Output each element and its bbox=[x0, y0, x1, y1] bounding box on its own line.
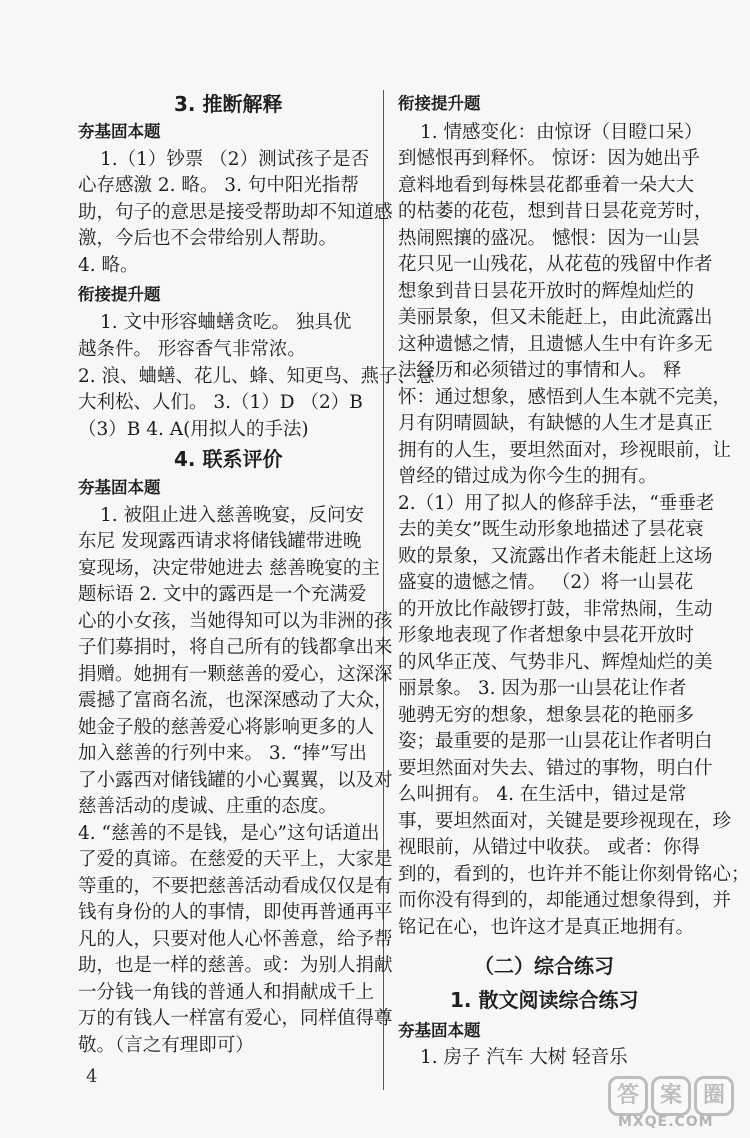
text-line: 大利松、人们。 3.（1）D （2）B bbox=[78, 392, 363, 413]
watermark-char: 案 bbox=[651, 1076, 691, 1116]
text-line: 了爱的真谛。在慈爱的天平上，大家是 bbox=[78, 849, 393, 870]
text-line: 到的，看到的，也许并不能让你刻骨铭心； bbox=[398, 864, 750, 885]
text-line: 想象到昔日昙花开放时的辉煌灿烂的 bbox=[398, 281, 695, 302]
text-line: 热闹熙攘的盛况。 憾恨：因为一山昙 bbox=[398, 228, 700, 249]
text-line: 心的小女孩，当她得知可以为非洲的孩 bbox=[78, 611, 393, 632]
text-line: 的风华正茂、气势非凡、辉煌灿烂的美 bbox=[398, 652, 713, 673]
text-line: 心存感激 2. 略。 3. 句中阳光指帮 bbox=[78, 175, 359, 196]
text-line: 宴现场，决定带她进去 慈善晚宴的主 bbox=[78, 558, 380, 579]
section-3-sub-advanced: 衔接提升题 bbox=[78, 285, 161, 304]
text-line: 么叫拥有。 4. 在生活中，错过是常 bbox=[398, 784, 687, 805]
text-line: 钱有身份的人的事情，即使再普通再平 bbox=[78, 902, 393, 923]
watermark-url: MXQE.COM bbox=[618, 1114, 714, 1130]
text-line: 法经历和必须错过的事情和人。 释 bbox=[398, 360, 682, 381]
text-line: 去的美女”既生动形象地描述了昙花衰 bbox=[398, 519, 704, 540]
watermark-logo bbox=[608, 1076, 740, 1130]
text-line: 激，今后也不会带给别人帮助。 bbox=[78, 228, 338, 249]
watermark-char: 圈 bbox=[694, 1076, 734, 1116]
text-line: 了小露西对储钱罐的小心翼翼，以及对 bbox=[78, 770, 393, 791]
text-line: 而你没有得到的，却能通过想象得到，并 bbox=[398, 890, 732, 911]
text-line: 捐赠。她拥有一颗慈善的爱心，这深深 bbox=[78, 664, 393, 685]
text-line: 1. 情感变化：由惊讶（目瞪口呆） bbox=[420, 122, 703, 143]
text-line: 败的景象，又流露出作者未能赶上这场 bbox=[398, 546, 713, 567]
section-4-title: 4. 联系评价 bbox=[174, 447, 283, 471]
text-line: 拥有的人生，要坦然面对，珍视眼前，让 bbox=[398, 440, 732, 461]
page-number: 4 bbox=[86, 1066, 98, 1087]
text-line: 等重的，不要把慈善活动看成仅仅是有 bbox=[78, 876, 393, 897]
text-line: 震撼了富商名流，也深深感动了大众， bbox=[78, 690, 393, 711]
text-line: 这种遗憾之情，且遗憾人生中有许多无 bbox=[398, 334, 713, 355]
text-line: 丽景象。 3. 因为那一山昙花让作者 bbox=[398, 678, 687, 699]
text-line: 盛宴的遗憾之情。 （2）将一山昙花 bbox=[398, 572, 694, 593]
text-line: 子们募捐时，将自己所有的钱都拿出来 bbox=[78, 637, 393, 658]
part-2-title: （二）综合练习 bbox=[474, 954, 614, 978]
text-line: 驰骋无穷的想象，想象昙花的艳丽多 bbox=[398, 705, 695, 726]
section-4-sub-basic: 夯基固本题 bbox=[78, 478, 161, 497]
text-line: 的枯萎的花苞，想到昔日昙花竞芳时， bbox=[398, 201, 713, 222]
text-line: 曾经的错过成为你今生的拥有。 bbox=[398, 466, 658, 487]
text-line: 花只见一山残花，从花苞的残留中作者 bbox=[398, 254, 713, 275]
text-line: 4. 略。 bbox=[78, 255, 139, 276]
text-line: 月有阴晴圆缺，有缺憾的人生才是真正 bbox=[398, 413, 713, 434]
text-line: 要坦然面对失去、错过的事物，明白什 bbox=[398, 758, 713, 779]
text-line: 怀：通过想象，感悟到人生本就不完美， bbox=[398, 387, 732, 408]
text-line: 的开放比作敲锣打鼓，非常热闹，生动 bbox=[398, 599, 713, 620]
text-line: 题标语 2. 文中的露西是一个充满爱 bbox=[78, 584, 367, 605]
text-line: 形象地表现了作者想象中昙花开放时 bbox=[398, 625, 695, 646]
section-3-title: 3. 推断解释 bbox=[174, 92, 283, 116]
text-line: （3）B 4. A(用拟人的手法) bbox=[78, 419, 309, 440]
right-sub-advanced: 衔接提升题 bbox=[398, 94, 481, 113]
text-line: 越条件。 形容香气非常浓。 bbox=[78, 339, 306, 360]
text-line: 凡的人，只要对他人心怀善意，给予帮 bbox=[78, 929, 393, 950]
watermark-char: 答 bbox=[608, 1076, 648, 1116]
text-line: 东尼 发现露西请求将储钱罐带进晚 bbox=[78, 531, 362, 552]
text-line: 1. 被阻止进入慈善晚宴，反问安 bbox=[100, 505, 365, 526]
text-line: 2.（1）用了拟人的修辞手法，“垂垂老 bbox=[398, 493, 715, 514]
text-line: 4. “慈善的不是钱，是心”这句话道出 bbox=[78, 823, 380, 844]
text-line: 一分钱一角钱的普通人和捐献成千上 bbox=[78, 982, 375, 1003]
text-line: 万的有钱人一样富有爱心，同样值得尊 bbox=[78, 1008, 393, 1029]
text-line: 慈善活动的虔诚、庄重的态度。 bbox=[78, 796, 338, 817]
text-line: 助，句子的意思是接受帮助却不知道感 bbox=[78, 202, 393, 223]
text-line: 她金子般的慈善爱心将影响更多的人 bbox=[78, 717, 375, 738]
part-2-sub-basic: 夯基固本题 bbox=[398, 1021, 481, 1040]
text-line: 1.（1）钞票 （2）测试孩子是否 bbox=[100, 149, 370, 170]
part-2-sub-title: 1. 散文阅读综合练习 bbox=[450, 988, 639, 1012]
text-line: 助，也是一样的慈善。或：为别人捐献 bbox=[78, 955, 393, 976]
text-line: 美丽景象，但又未能赶上，由此流露出 bbox=[398, 307, 713, 328]
text-line: 姿；最重要的是那一山昙花让作者明白 bbox=[398, 731, 713, 752]
text-line: 意料地看到每株昙花都垂着一朵大大 bbox=[398, 175, 695, 196]
text-line: 视眼前，从错过中收获。 或者：你得 bbox=[398, 837, 700, 858]
text-line: 铭记在心，也许这才是真正地拥有。 bbox=[398, 917, 695, 938]
text-line: 到憾恨再到释怀。 惊讶：因为她出乎 bbox=[398, 148, 700, 169]
text-line: 加入慈善的行列中来。 3. “捧”写出 bbox=[78, 743, 367, 764]
text-line: 1. 文中形容蛐蟮贪吃。 独具优 bbox=[100, 312, 352, 333]
text-line: 敬。（言之有理即可） bbox=[78, 1035, 254, 1056]
text-line: 事，要坦然面对，关键是要珍视现在，珍 bbox=[398, 811, 732, 832]
watermark-badge bbox=[608, 1076, 734, 1116]
section-3-sub-basic: 夯基固本题 bbox=[78, 122, 161, 141]
text-line: 2. 浪、蛐蟮、花儿、蜂、知更鸟、燕子、意 bbox=[78, 366, 435, 387]
text-line: 1. 房子 汽车 大树 轻音乐 bbox=[420, 1047, 628, 1068]
